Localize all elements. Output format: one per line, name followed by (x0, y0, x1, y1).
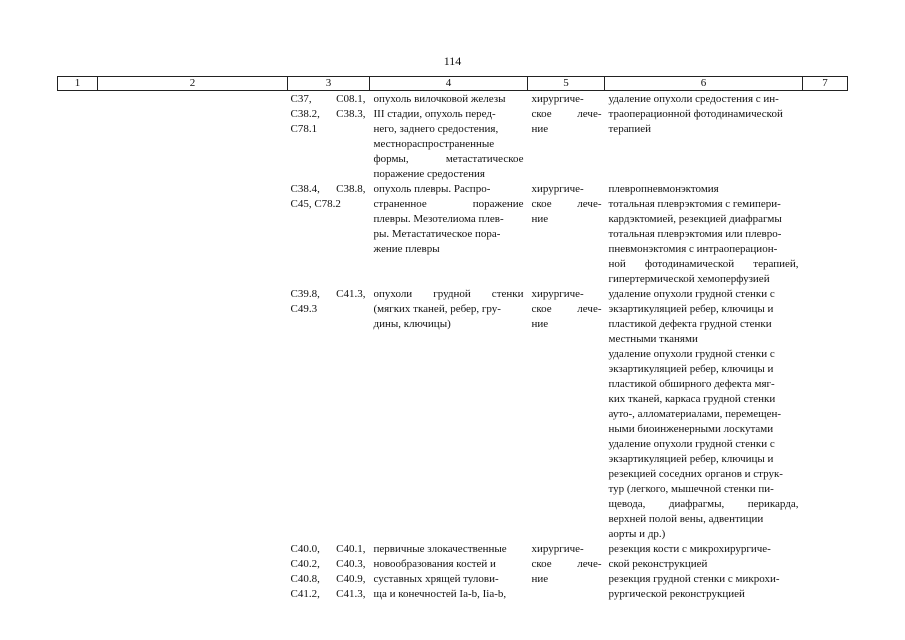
cell-text-line: формы, метастатическое (373, 153, 524, 165)
cell-text-line: него, заднего средостения, (373, 123, 499, 135)
cell-text-line: хирургиче- (531, 93, 584, 105)
empty-cell-col1 (58, 91, 98, 183)
cell-text-line: суставных хрящей тулови- (373, 573, 499, 585)
cell-text-line: C40.0, C40.1, (290, 543, 366, 555)
cell-text-line: поражение средостения (373, 168, 485, 180)
cell-text-line: ское лече- (531, 303, 602, 315)
cell-text-line: траоперационной фотодинамической (608, 108, 783, 120)
cell-text-line: кардэктомией, резекцией диафрагмы (608, 213, 782, 225)
table-row (58, 91, 848, 183)
column-header-4: 4 (370, 77, 528, 91)
empty-cell-col7 (803, 542, 848, 602)
cell-text-line: плевропневмонэктомия (608, 183, 719, 195)
cell-text-line: опухоли грудной стенки (373, 288, 524, 300)
cell-text-line: C78.1 (290, 123, 318, 135)
cell-text-line: ское лече- (531, 108, 602, 120)
column-header-6: 6 (605, 77, 803, 91)
cell-text-line: ща и конечностей Ia-b, Iia-b, (373, 588, 507, 600)
cell-text-line: ской реконструкцией (608, 558, 708, 570)
cell-text-line: хирургиче- (531, 288, 584, 300)
icd-codes-cell (288, 542, 370, 602)
column-header-1: 1 (58, 77, 98, 91)
cell-text-line: тотальная плеврэктомия с гемипери- (608, 198, 781, 210)
table-row (58, 542, 848, 602)
cell-text-line: ское лече- (531, 558, 602, 570)
cell-text-line: рургической реконструкцией (608, 588, 745, 600)
cell-text-line: опухоль вилочковой железы (373, 93, 506, 105)
cell-text-line: C45, C78.2 (290, 198, 341, 210)
cell-text-line: экзартикуляцией ребер, ключицы и (608, 453, 774, 465)
cell-text-line: экзартикуляцией ребер, ключицы и (608, 303, 774, 315)
cell-text-line: ной фотодинамической терапией, (608, 258, 799, 270)
empty-cell-col1 (58, 542, 98, 602)
empty-cell-col1 (58, 287, 98, 542)
cell-text-line: ауто-, алломатериалами, перемещен- (608, 408, 782, 420)
table-header-row (58, 77, 848, 91)
cell-text-line: ких тканей, каркаса грудной стенки (608, 393, 776, 405)
cell-text-line: страненное поражение (373, 198, 524, 210)
treatment-description-cell (605, 287, 803, 542)
empty-cell-col7 (803, 91, 848, 183)
cell-text-line: верхней полой вены, адвентиции (608, 513, 764, 525)
medical-table-container (57, 76, 847, 602)
diagnosis-cell (370, 542, 528, 602)
page-number: 114 (443, 54, 462, 68)
empty-cell-col2 (98, 91, 288, 183)
cell-text-line: опухоль плевры. Распро- (373, 183, 491, 195)
diagnosis-cell (370, 287, 528, 542)
cell-text-line: гипертермической хемоперфузией (608, 273, 770, 285)
cell-text-line: жение плевры (373, 243, 440, 255)
medical-table (57, 76, 848, 602)
cell-text-line: новообразования костей и (373, 558, 496, 570)
empty-cell-col7 (803, 182, 848, 287)
column-header-3: 3 (288, 77, 370, 91)
empty-cell-col2 (98, 182, 288, 287)
cell-text-line: дины, ключицы) (373, 318, 451, 330)
cell-text-line: первичные злокачественные (373, 543, 507, 555)
cell-text-line: плевры. Мезотелиома плев- (373, 213, 504, 225)
treatment-method-cell (528, 542, 605, 602)
cell-text-line: C49.3 (290, 303, 318, 315)
cell-text-line: C38.2, C38.3, (290, 108, 366, 120)
diagnosis-cell (370, 182, 528, 287)
cell-text-line: тотальная плеврэктомия или плевро- (608, 228, 782, 240)
cell-text-line: экзартикуляцией ребер, ключицы и (608, 363, 774, 375)
cell-text-line: C40.2, C40.3, (290, 558, 366, 570)
cell-text-line: местными тканями (608, 333, 698, 345)
table-row (58, 182, 848, 287)
cell-text-line: C41.2, C41.3, (290, 588, 366, 600)
cell-text-line: ние (531, 318, 549, 330)
icd-codes-cell (288, 182, 370, 287)
diagnosis-cell (370, 91, 528, 183)
treatment-method-cell (528, 287, 605, 542)
table-body (58, 91, 848, 603)
column-header-7: 7 (803, 77, 848, 91)
cell-text-line: ние (531, 123, 549, 135)
cell-text-line: пластикой обширного дефекта мяг- (608, 378, 775, 390)
icd-codes-cell (288, 91, 370, 183)
treatment-description-cell (605, 91, 803, 183)
cell-text-line: ными биоинженерными лоскутами (608, 423, 774, 435)
cell-text-line: хирургиче- (531, 543, 584, 555)
empty-cell-col2 (98, 542, 288, 602)
cell-text-line: терапией (608, 123, 651, 135)
cell-text-line: тур (легкого, мышечной стенки пи- (608, 483, 774, 495)
empty-cell-col7 (803, 287, 848, 542)
treatment-method-cell (528, 182, 605, 287)
cell-text-line: ры. Метастатическое пора- (373, 228, 501, 240)
cell-text-line: III стадии, опухоль перед- (373, 108, 496, 120)
cell-text-line: щевода, диафрагмы, перикарда, (608, 498, 799, 510)
treatment-method-cell (528, 91, 605, 183)
cell-text-line: (мягких тканей, ребер, гру- (373, 303, 501, 315)
cell-text-line: резекция грудной стенки с микрохи- (608, 573, 780, 585)
column-header-5: 5 (528, 77, 605, 91)
icd-codes-cell (288, 287, 370, 542)
cell-text-line: ние (531, 573, 549, 585)
cell-text-line: ское лече- (531, 198, 602, 210)
cell-text-line: резекцией соседних органов и струк- (608, 468, 783, 480)
cell-text-line: удаление опухоли грудной стенки с (608, 288, 775, 300)
cell-text-line: C37, C08.1, (290, 93, 366, 105)
cell-text-line: C39.8, C41.3, (290, 288, 366, 300)
treatment-description-cell (605, 182, 803, 287)
empty-cell-col2 (98, 287, 288, 542)
cell-text-line: пневмонэктомия с интраоперацион- (608, 243, 778, 255)
cell-text-line: удаление опухоли грудной стенки с (608, 438, 775, 450)
cell-text-line: удаление опухоли средостения с ин- (608, 93, 779, 105)
table-row (58, 287, 848, 542)
cell-text-line: хирургиче- (531, 183, 584, 195)
cell-text-line: удаление опухоли грудной стенки с (608, 348, 775, 360)
cell-text-line: резекция кости с микрохирургиче- (608, 543, 771, 555)
cell-text-line: аорты и др.) (608, 528, 666, 540)
treatment-description-cell (605, 542, 803, 602)
column-header-2: 2 (98, 77, 288, 91)
cell-text-line: C38.4, C38.8, (290, 183, 366, 195)
empty-cell-col1 (58, 182, 98, 287)
cell-text-line: местнораспространенные (373, 138, 495, 150)
cell-text-line: C40.8, C40.9, (290, 573, 366, 585)
cell-text-line: пластикой дефекта грудной стенки (608, 318, 772, 330)
cell-text-line: ние (531, 213, 549, 225)
